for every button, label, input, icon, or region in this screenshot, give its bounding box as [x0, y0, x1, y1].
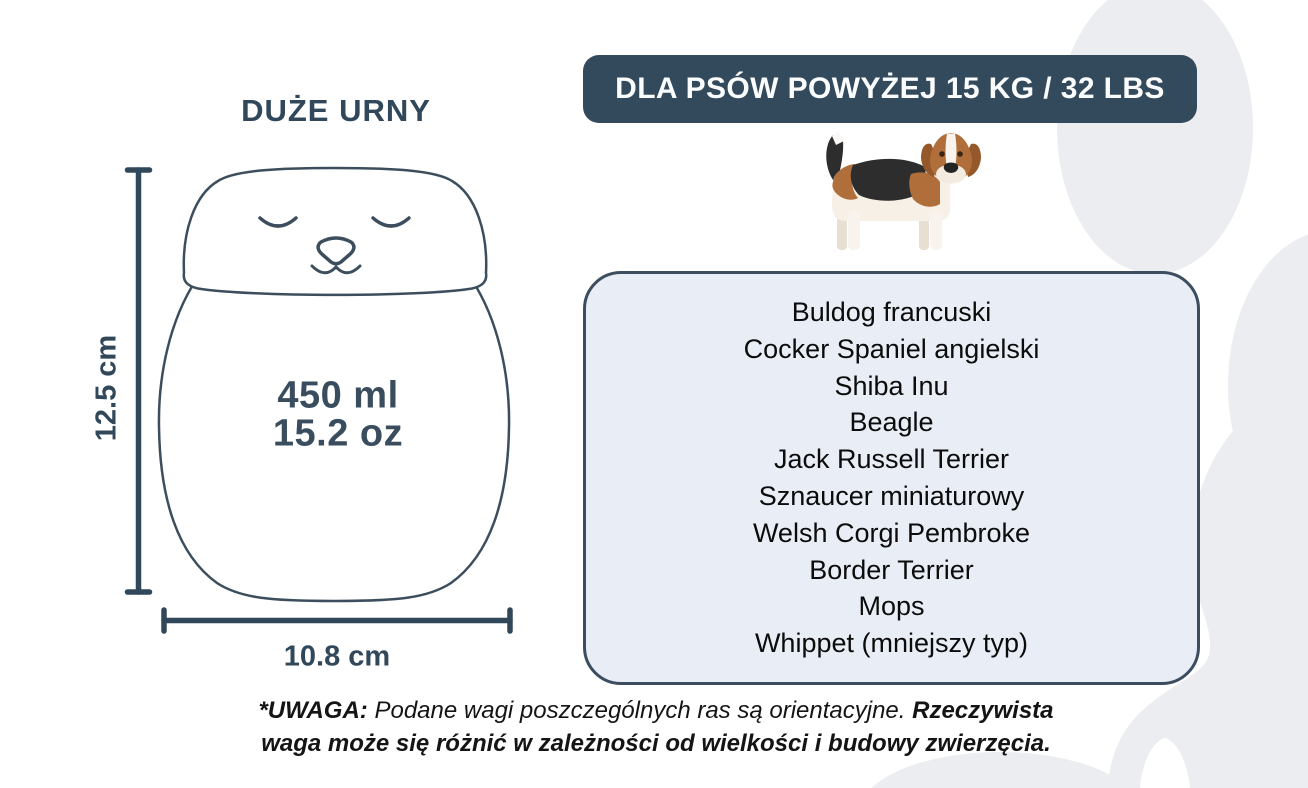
weight-category-badge-label: DLA PSÓW POWYŻEJ 15 KG / 32 LBS: [615, 72, 1165, 105]
urn-lid-outline: [184, 168, 486, 295]
breed-list-item: Mops: [858, 591, 925, 622]
beagle-dog-icon: [803, 130, 981, 257]
breed-list-item: Whippet (mniejszy typ): [754, 628, 1029, 659]
breed-list-item: Border Terrier: [809, 554, 974, 585]
weight-category-badge: [583, 55, 1197, 123]
urn-volume-oz: 15.2 oz: [272, 412, 404, 455]
breed-list-item: Sznaucer miniaturowy: [758, 481, 1025, 511]
footnote: [256, 694, 1056, 760]
breed-list-item: Beagle: [849, 407, 934, 438]
breed-list-item: Shiba Inu: [834, 370, 949, 401]
footnote-emphasis: Rzeczywista waga może się różnić w zależności od wielkości i budowy zwierzęcia.: [261, 697, 1054, 757]
urn-volume-ml: 450 ml: [277, 374, 399, 417]
paw-toe-shape: [1057, 0, 1253, 274]
footnote-body: Podane wagi poszczególnych ras są orientacyjne.: [374, 697, 906, 724]
breed-list-item: Jack Russell Terrier: [773, 444, 1010, 475]
breed-list-box: [583, 271, 1200, 685]
breed-list-item: Welsh Corgi Pembroke: [752, 517, 1031, 548]
urn-width-label: 10.8 cm: [283, 640, 391, 673]
page-title: DUŻE URNY: [241, 93, 431, 128]
breed-list-item: Cocker Spaniel angielski: [743, 333, 1040, 364]
breed-list-item: Buldog francuski: [791, 297, 992, 328]
beagle-shapes: [826, 131, 981, 250]
urn-height-label: 12.5 cm: [90, 334, 123, 442]
footnote-prefix: *UWAGA:: [258, 697, 368, 724]
